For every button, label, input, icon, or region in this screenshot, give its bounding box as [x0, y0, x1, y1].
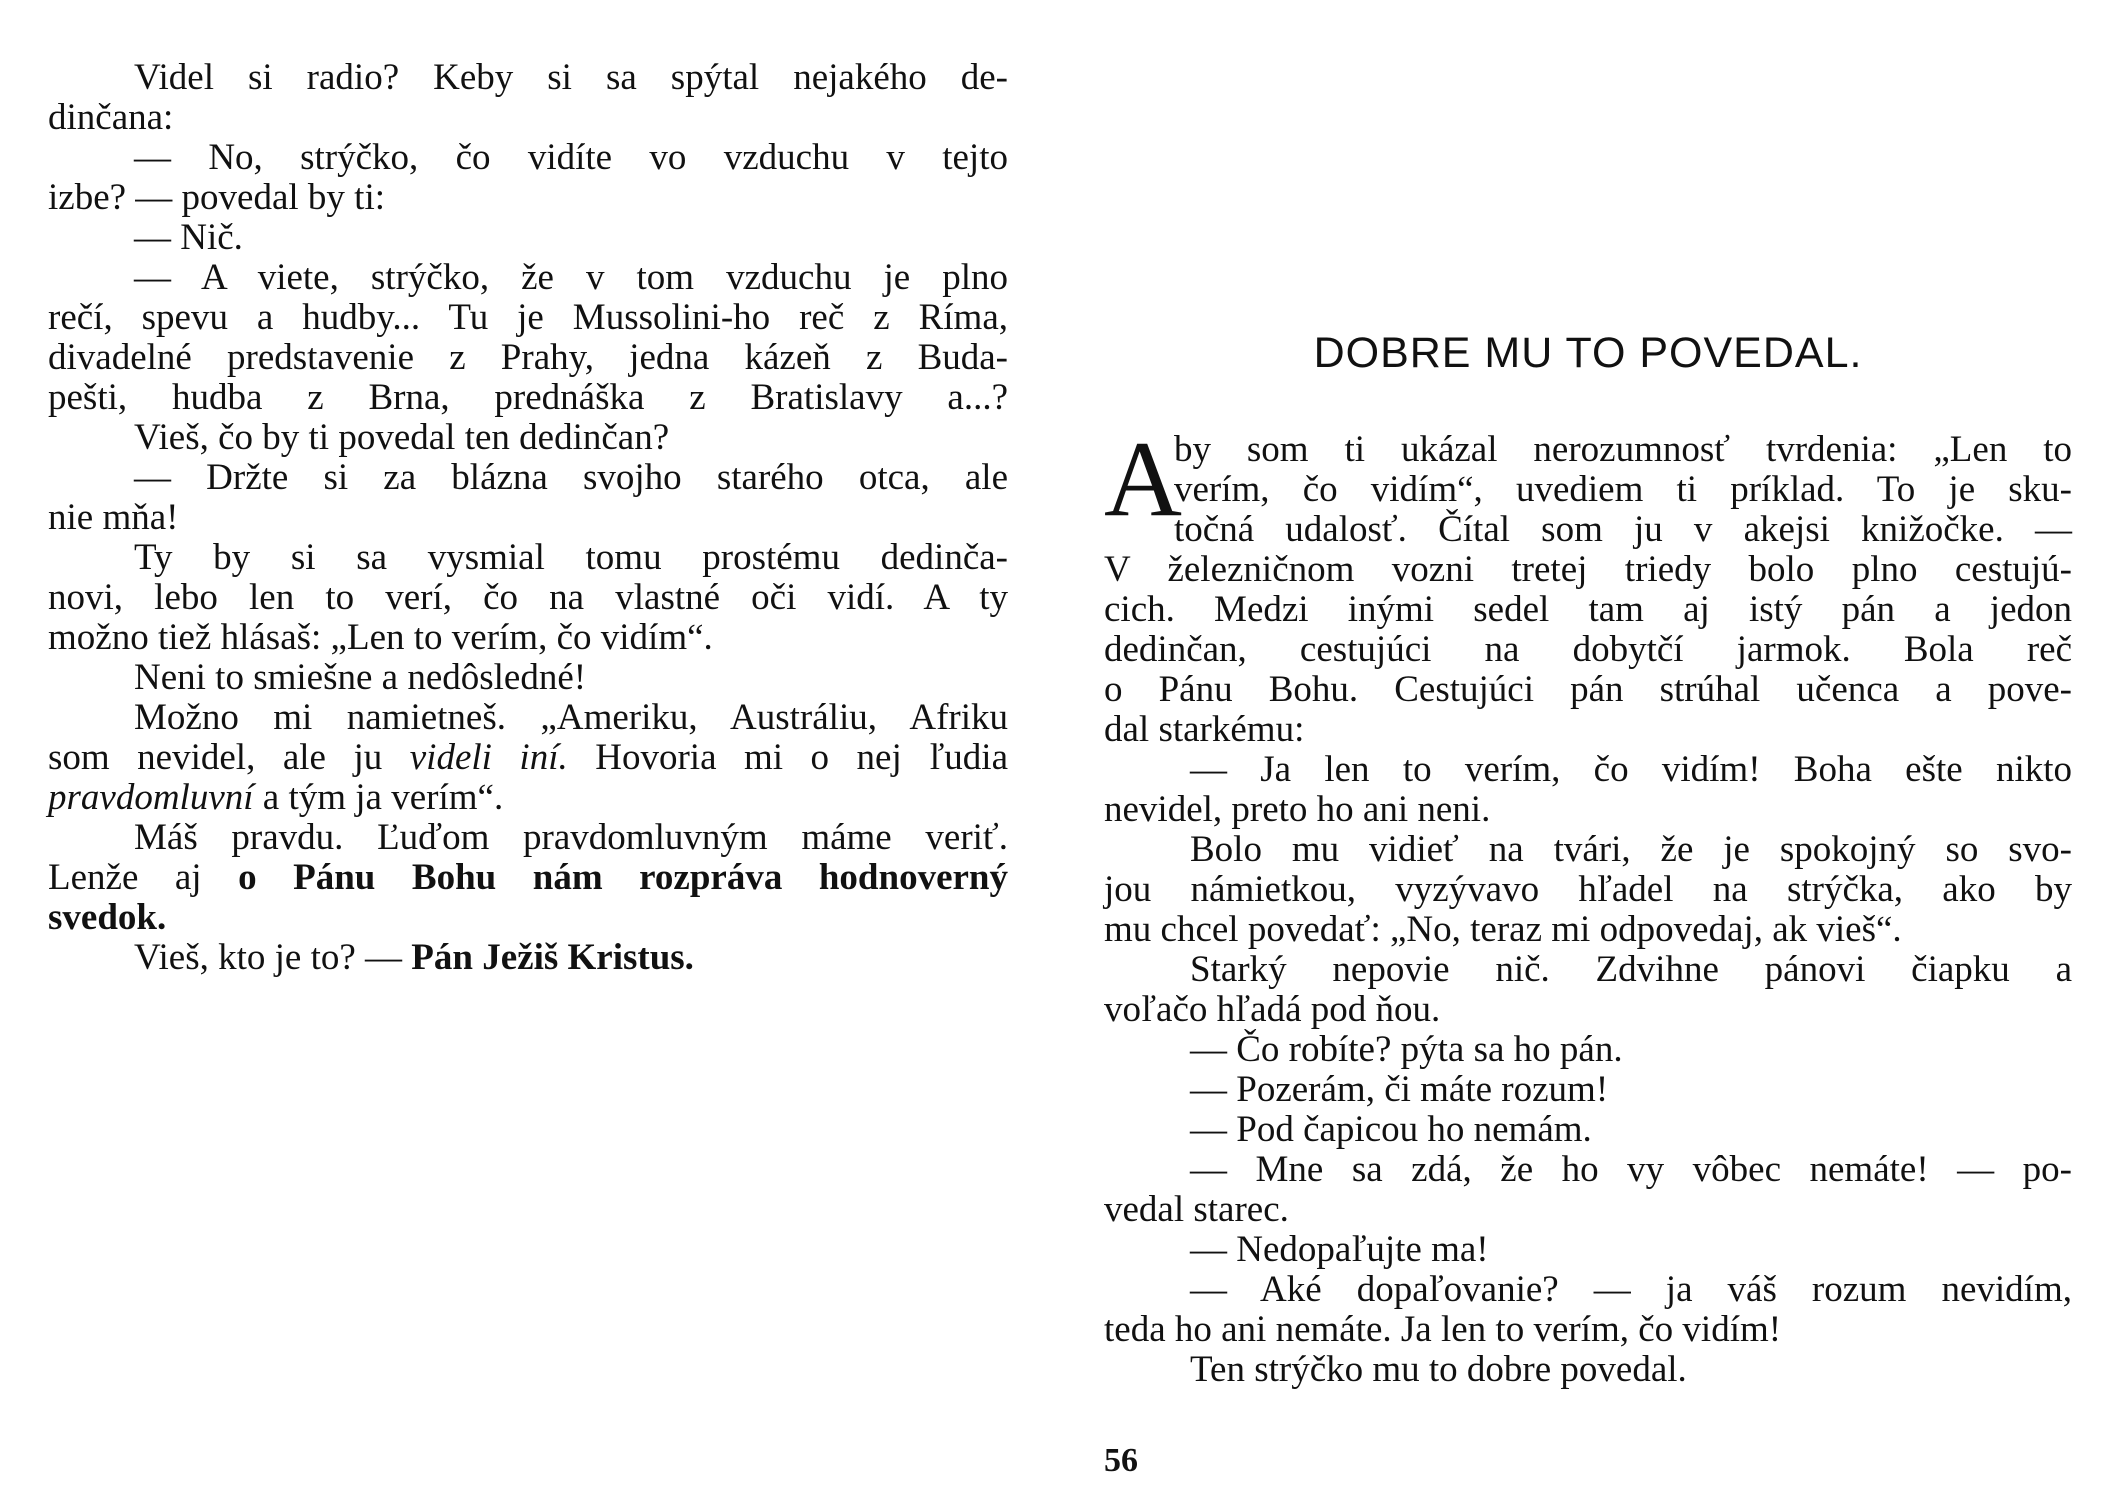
- left-page: [48, 58, 1008, 978]
- text-line: [48, 778, 1008, 818]
- text-line: dal starkému:: [1104, 709, 1305, 750]
- text-line: — Čo robíte? pýta sa ho pán.: [1190, 1029, 1623, 1070]
- text-run: a tým ja verím“.: [253, 777, 504, 818]
- text-line: — Mne sa zdá, že ho vy vôbec nemáte! — po-: [1190, 1149, 2072, 1190]
- text-line: Ten strýčko mu to dobre povedal.: [1190, 1349, 1687, 1390]
- text-run: Vieš, kto je to? —: [134, 937, 412, 978]
- text-run: som nevidel, ale ju: [48, 737, 410, 778]
- right-page: [1104, 58, 2072, 1390]
- text-line: izbe? — povedal by ti:: [48, 177, 386, 218]
- text-line: cich. Medzi inými sedel tam aj istý pán a jedon: [1104, 589, 2072, 630]
- text-line: — Pod čapicou ho nemám.: [1190, 1109, 1592, 1150]
- text-line: dinčana:: [48, 97, 174, 138]
- text-line: [48, 738, 1008, 778]
- opening-paragraph: [1104, 420, 2072, 550]
- text-line: [48, 858, 1008, 898]
- text-run: Hovoria mi o nej ľudia: [567, 737, 1008, 778]
- bold-text: o Pánu Bohu nám rozpráva hodnoverný: [238, 857, 1008, 898]
- text-line: Vieš, čo by ti povedal ten dedinčan?: [134, 417, 670, 458]
- page-number: 56: [1104, 1442, 1138, 1479]
- text-line: nevidel, preto ho ani neni.: [1104, 789, 1491, 830]
- left-page-text: [48, 58, 1008, 978]
- text-line: Videl si radio? Keby si sa spýtal nejakého de-: [134, 57, 1008, 98]
- right-page-text: [1104, 420, 2072, 1390]
- text-line: točná udalosť. Čítal som ju v akejsi knižočke. —: [1174, 509, 2072, 550]
- text-line: Možno mi namietneš. „Ameriku, Austráliu, Afriku: [134, 697, 1008, 738]
- text-line: Ty by si sa vysmial tomu prostému dedinča-: [134, 537, 1008, 578]
- text-line: vedal starec.: [1104, 1189, 1289, 1230]
- text-line: — A viete, strýčko, že v tom vzduchu je plno: [134, 257, 1008, 298]
- text-line: by som ti ukázal nerozumnosť tvrdenia: „Len to: [1174, 429, 2072, 470]
- text-line: Máš pravdu. Ľuďom pravdomluvným máme veriť.: [134, 817, 1008, 858]
- text-line: mu chcel povedať: „No, teraz mi odpovedaj, ak vieš“.: [1104, 909, 1902, 950]
- text-line: voľačo hľadá pod ňou.: [1104, 989, 1441, 1030]
- text-line: dedinčan, cestujúci na dobytčí jarmok. Bola reč: [1104, 629, 2072, 670]
- text-line: — Nedopaľujte ma!: [1190, 1229, 1489, 1270]
- text-line: Starký nepovie nič. Zdvihne pánovi čiapku a: [1190, 949, 2072, 990]
- text-line: o Pánu Bohu. Cestujúci pán strúhal učenca a pove-: [1104, 669, 2072, 710]
- emphasis-text: videli iní.: [409, 737, 568, 778]
- text-line: [48, 898, 1008, 938]
- drop-cap: A: [1104, 420, 1182, 539]
- emphasis-text: pravdomluvní: [48, 777, 254, 818]
- text-line: [48, 938, 1008, 978]
- text-line: verím, čo vidím“, uvediem ti príklad. To je sku-: [1174, 469, 2072, 510]
- text-line: — Nič.: [134, 217, 243, 258]
- chapter-title: DOBRE MU TO POVEDAL.: [1313, 329, 1863, 377]
- text-run: Lenže aj: [48, 857, 239, 898]
- text-line: pešti, hudba z Brna, prednáška z Bratislavy a...?: [48, 377, 1008, 418]
- text-line: teda ho ani nemáte. Ja len to verím, čo vidím!: [1104, 1309, 1782, 1350]
- bold-text: svedok.: [48, 897, 167, 938]
- text-line: divadelné predstavenie z Prahy, jedna kázeň z Buda-: [48, 337, 1008, 378]
- text-line: rečí, spevu a hudby... Tu je Mussolini-ho reč z Ríma,: [48, 297, 1008, 338]
- text-line: — Ja len to verím, čo vidím! Boha ešte nikto: [1190, 749, 2072, 790]
- text-line: — Držte si za blázna svojho starého otca, ale: [134, 457, 1008, 498]
- bold-text: Pán Ježiš Kristus.: [411, 937, 694, 978]
- text-line: možno tiež hlásaš: „Len to verím, čo vidím“.: [48, 617, 713, 658]
- text-line: — Pozerám, či máte rozum!: [1190, 1069, 1609, 1110]
- text-line: nie mňa!: [48, 497, 179, 538]
- text-line: Neni to smiešne a nedôsledné!: [134, 657, 587, 698]
- text-line: — Aké dopaľovanie? — ja váš rozum nevidím,: [1190, 1269, 2072, 1310]
- text-line: V železničnom vozni tretej triedy bolo plno cestujú-: [1104, 549, 2072, 590]
- text-line: novi, lebo len to verí, čo na vlastné oči vidí. A ty: [48, 577, 1008, 618]
- text-line: — No, strýčko, čo vidíte vo vzduchu v tejto: [134, 137, 1008, 178]
- text-line: Bolo mu vidieť na tvári, že je spokojný so svo-: [1190, 829, 2072, 870]
- text-line: jou námietkou, vyzývavo hľadel na strýčka, ako by: [1104, 869, 2072, 910]
